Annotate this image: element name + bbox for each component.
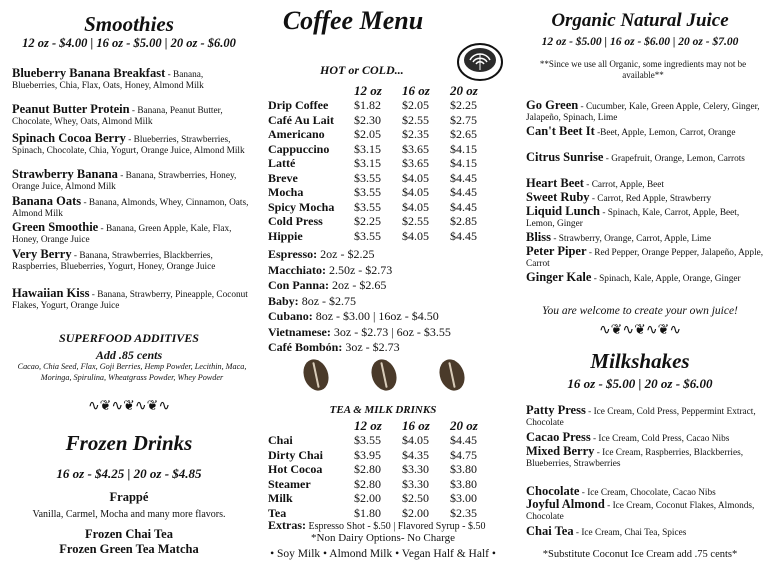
menu-item-name: Very Berry	[12, 247, 72, 261]
price-row	[268, 229, 498, 244]
price-row	[268, 200, 498, 215]
drink-name: Americano	[268, 127, 325, 141]
nondairy-milks: • Soy Milk • Almond Milk • Vegan Half & Half •	[270, 548, 496, 560]
menu-item-name: Mixed Berry	[526, 444, 595, 458]
drink-price: $4.05	[402, 228, 429, 243]
menu-item-desc: - Banana, Strawberries, Blackberries, Raspberries, Blueberries, Yogurt, Honey, Orange Juice	[12, 251, 216, 272]
price-row	[268, 214, 498, 229]
drink-price: $3.30	[402, 476, 429, 491]
drink-price: $2.50	[402, 491, 429, 505]
drink-price: $2.35	[450, 505, 477, 520]
menu-item-name: Peanut Butter Protein	[12, 102, 130, 116]
drink-price: $2.05	[402, 98, 429, 112]
drink-price: $2.00	[402, 505, 429, 520]
drink-name: Café Au Lait	[268, 112, 334, 127]
drink-name: Hippie	[268, 228, 303, 243]
espresso-drink-price: 2oz - $2.65	[329, 278, 387, 292]
tea-extras-label: Extras:	[268, 518, 306, 532]
menu-item-desc: - Cucumber, Kale, Green Apple, Celery, Ginger, Jalapeño, Spinach, Lime	[526, 102, 760, 123]
drink-price: $4.45	[450, 228, 477, 243]
menu-item-desc: - Ice Cream, Coconut Flakes, Almonds, Chocolate	[526, 501, 755, 522]
drink-price: $2.25	[354, 214, 381, 228]
menu-item	[12, 104, 250, 128]
menu-item-desc: - Spinach, Kale, Apple, Orange, Ginger	[591, 274, 741, 284]
espresso-drink-price: 3oz - $2.73	[342, 340, 400, 354]
menu-item-name: Bliss	[526, 230, 552, 244]
drink-price: $4.45	[450, 170, 477, 185]
espresso-drink	[268, 247, 451, 263]
coffee-column	[260, 0, 506, 578]
espresso-drink-name: Vietnamese:	[268, 324, 331, 339]
menu-item	[526, 152, 764, 165]
menu-item-name: Ginger Kale	[526, 270, 592, 284]
menu-item	[12, 133, 250, 157]
coffee-bean-icon	[367, 356, 400, 394]
menu-item-name: Peter Piper	[526, 244, 587, 258]
ornament-divider: ∿❦∿❦∿❦∿	[598, 322, 682, 338]
hot-or-cold: HOT or COLD...	[320, 63, 404, 77]
frozen-matcha: Frozen Green Tea Matcha	[59, 542, 199, 556]
coffee-bean-icon	[435, 356, 468, 394]
drink-price: $3.15	[354, 156, 381, 170]
frappe-flavors: Vanilla, Carmel, Mocha and many more flavors.	[32, 509, 226, 520]
juice-column	[512, 0, 768, 578]
drink-price: $3.80	[450, 476, 477, 491]
juice-title: Organic Natural Juice	[551, 10, 729, 31]
drink-price: $2.00	[354, 491, 381, 505]
drink-price: $3.55	[354, 170, 381, 185]
size-header: 20 oz	[450, 418, 478, 433]
menu-item-desc: - Ice Cream, Raspberries, Blackberries, Blueberries, Strawberries	[526, 448, 744, 469]
menu-item-name: Spinach Cocoa Berry	[12, 131, 126, 145]
drink-price: $2.25	[450, 98, 477, 112]
drink-name: Tea	[268, 505, 287, 520]
tea-extras	[268, 518, 486, 533]
menu-item-name: Can't Beet It	[526, 124, 595, 138]
espresso-drink-price: 2.50z - $2.73	[325, 262, 393, 277]
espresso-drink-name: Espresso:	[268, 247, 318, 261]
drink-price: $3.65	[402, 156, 429, 170]
juice-note: **Since we use all Organic, some ingredients may not be available**	[539, 59, 747, 80]
coconut-substitute-note: *Substitute Coconut Ice Cream add .75 cents*	[542, 549, 738, 560]
espresso-drink	[268, 309, 451, 325]
tea-extras-text: Espresso Shot - $.50 | Flavored Syrup - $.50	[306, 521, 486, 532]
drink-price: $2.75	[450, 112, 477, 127]
drink-name: Chai	[268, 433, 293, 447]
drink-price: $3.80	[450, 462, 477, 476]
menu-item-desc: - Ice Cream, Chocolate, Cacao Nibs	[579, 488, 716, 498]
menu-item	[12, 222, 250, 246]
menu-item-name: Chocolate	[526, 484, 580, 498]
drink-price: $2.05	[354, 127, 381, 141]
drink-price: $3.55	[354, 433, 381, 447]
size-header: 20 oz	[450, 83, 478, 98]
menu-item-name: Green Smoothie	[12, 220, 99, 234]
drink-price: $1.80	[354, 505, 381, 520]
espresso-drink	[268, 263, 451, 279]
drink-price: $4.35	[402, 447, 429, 462]
menu-item	[12, 169, 250, 193]
price-row	[268, 433, 498, 448]
price-row	[268, 477, 498, 492]
menu-item	[12, 288, 250, 312]
drink-name: Breve	[268, 170, 298, 185]
menu-item-desc: - Blueberries, Strawberries, Spinach, Chocolate, Chia, Yogurt, Orange Juice, Almond Milk	[12, 135, 245, 156]
smoothies-column	[0, 0, 258, 578]
menu-item-desc: - Banana, Strawberries, Honey, Orange Juice, Almond Milk	[12, 171, 237, 192]
drink-price: $3.15	[354, 141, 381, 156]
size-header: 12 oz	[354, 83, 382, 98]
price-row	[268, 156, 498, 171]
drink-name: Mocha	[268, 185, 304, 199]
drink-price: $4.05	[402, 170, 429, 185]
drink-price: $2.80	[354, 476, 381, 491]
espresso-drink-price: 2oz - $2.25	[317, 247, 375, 261]
drink-price: $4.15	[450, 141, 477, 156]
drink-price: $1.82	[354, 98, 381, 112]
menu-item-desc: - Ice Cream, Cold Press, Peppermint Extract, Chocolate	[526, 407, 756, 428]
drink-price: $3.55	[354, 185, 381, 199]
menu-item-desc: - Carrot, Apple, Beet	[583, 180, 664, 190]
espresso-drink-price: 3oz - $2.73 | 6oz - $3.55	[330, 324, 451, 339]
menu-item-desc: - Banana, Strawberry, Pineapple, Coconut Flakes, Yogurt, Orange Juice	[12, 290, 248, 311]
espresso-drink	[268, 278, 451, 294]
menu-item-name: Hawaiian Kiss	[12, 286, 90, 300]
ornament-divider: ∿❦∿❦∿❦∿	[87, 398, 171, 414]
drink-price: $2.55	[402, 214, 429, 228]
drink-name: Latté	[268, 156, 296, 170]
size-header: 16 oz	[402, 83, 430, 98]
drink-price: $3.00	[450, 491, 477, 505]
menu-item-desc: - Banana, Blueberries, Chia, Flax, Oats, Honey, Almond Milk	[12, 70, 204, 91]
price-row	[268, 448, 498, 463]
menu-item-desc: - Strawberry, Orange, Carrot, Apple, Lime	[551, 234, 711, 244]
menu-item-desc: - Grapefruit, Orange, Lemon, Carrots	[603, 154, 745, 164]
drink-name: Dirty Chai	[268, 447, 323, 462]
drink-price: $3.30	[402, 462, 429, 476]
espresso-drink	[268, 340, 451, 356]
drink-price: $4.15	[450, 156, 477, 170]
tea-price-table	[268, 419, 498, 520]
size-header-spacer	[268, 419, 354, 433]
espresso-extras	[268, 247, 451, 356]
menu-item-desc: - Ice Cream, Chai Tea, Spices	[573, 528, 687, 538]
drink-price: $4.05	[402, 185, 429, 199]
drink-name: Milk	[268, 491, 293, 505]
price-row	[268, 171, 498, 186]
menu-item-name: Blueberry Banana Breakfast	[12, 66, 166, 80]
menu-item	[12, 196, 250, 220]
price-row	[268, 98, 498, 113]
coffee-title: Coffee Menu	[282, 6, 424, 35]
menu-item	[526, 499, 764, 523]
milkshakes-title: Milkshakes	[590, 349, 690, 373]
drink-price: $3.55	[354, 199, 381, 214]
espresso-drink-name: Baby:	[268, 293, 299, 308]
menu-item	[526, 526, 764, 539]
menu-item	[526, 206, 764, 230]
create-own-juice: You are welcome to create your own juice!	[542, 305, 738, 317]
menu-item-name: Banana Oats	[12, 194, 82, 208]
espresso-drink	[268, 294, 451, 310]
superfood-list: Cacao, Chia Seed, Flax, Goji Berries, Hemp Powder, Lecithin, Maca, Moringa, Spirulina, Wheatgrass Powder, Whey Powder	[17, 362, 247, 382]
menu-item	[526, 126, 764, 139]
price-row	[268, 462, 498, 477]
drink-price: $2.55	[402, 112, 429, 127]
drink-price: $2.65	[450, 127, 477, 141]
coffee-bean-icon	[299, 356, 332, 394]
menu-item	[12, 68, 250, 92]
menu-item-name: Sweet Ruby	[526, 190, 590, 204]
nondairy-note: *Non Dairy Options- No Charge	[311, 532, 455, 544]
drink-price: $4.05	[402, 199, 429, 214]
price-row	[268, 142, 498, 157]
drink-name: Cappuccino	[268, 141, 330, 156]
drink-price: $2.80	[354, 462, 381, 476]
frappe-label: Frappé	[109, 490, 149, 504]
drink-price: $4.45	[450, 199, 477, 214]
espresso-drink-name: Con Panna:	[268, 278, 330, 292]
drink-price: $4.05	[402, 433, 429, 447]
menu-item-desc: - Banana, Peanut Butter, Chocolate, Whey, Oats, Almond Milk	[12, 106, 223, 127]
frozen-prices: 16 oz - $4.25 | 20 oz - $4.85	[56, 466, 202, 481]
menu-item-name: Chai Tea	[526, 524, 574, 538]
menu-item-desc: - Banana, Almonds, Whey, Cinnamon, Oats, Almond Milk	[12, 198, 249, 219]
frozen-chai: Frozen Chai Tea	[85, 527, 173, 541]
drink-price: $2.35	[402, 127, 429, 141]
drink-price: $3.55	[354, 228, 381, 243]
drink-price: $4.45	[450, 433, 477, 447]
menu-item-desc: - Spinach, Kale, Carrot, Apple, Beet, Lemon, Ginger	[526, 208, 740, 229]
espresso-drink-name: Macchiato:	[268, 262, 326, 277]
tea-title: TEA & MILK DRINKS	[329, 404, 437, 416]
price-row	[268, 113, 498, 128]
drink-price: $4.75	[450, 447, 477, 462]
drink-price: $2.30	[354, 112, 381, 127]
menu-item-name: Go Green	[526, 98, 579, 112]
latte-art-cup-icon	[456, 38, 504, 82]
espresso-drink-price: 8oz - $2.75	[298, 293, 357, 308]
menu-item-desc: - Red Pepper, Orange Pepper, Jalapeño, Apple, Carrot	[526, 248, 764, 269]
menu-item-name: Heart Beet	[526, 176, 584, 190]
frozen-title: Frozen Drinks	[65, 431, 193, 455]
milkshakes-prices: 16 oz - $5.00 | 20 oz - $6.00	[567, 376, 713, 391]
drink-name: Drip Coffee	[268, 98, 329, 112]
drink-name: Cold Press	[268, 214, 323, 228]
drink-name: Spicy Mocha	[268, 199, 335, 214]
superfood-title: SUPERFOOD ADDITIVES	[59, 331, 199, 345]
menu-item	[12, 249, 250, 273]
drink-name: Hot Cocoa	[268, 462, 323, 476]
juice-prices: 12 oz - $5.00 | 16 oz - $6.00 | 20 oz - $7.00	[541, 36, 739, 48]
menu-item	[526, 446, 764, 470]
drink-name: Steamer	[268, 476, 311, 491]
espresso-drink	[268, 325, 451, 341]
drink-price: $4.45	[450, 185, 477, 199]
menu-item-desc: - Banana, Green Apple, Kale, Flax, Honey, Orange Juice	[12, 224, 232, 245]
espresso-drink-name: Café Bombón:	[268, 340, 343, 354]
menu-item-desc: - Carrot, Red Apple, Strawberry	[589, 194, 712, 204]
menu-item	[526, 405, 764, 429]
smoothies-title: Smoothies	[84, 12, 174, 36]
drink-price: $3.65	[402, 141, 429, 156]
coffee-price-table	[268, 84, 498, 243]
price-row	[268, 491, 498, 506]
drink-price: $2.85	[450, 214, 477, 228]
drink-price: $3.95	[354, 447, 381, 462]
menu-item	[526, 100, 764, 124]
smoothies-prices: 12 oz - $4.00 | 16 oz - $5.00 | 20 oz - $6.00	[22, 36, 236, 50]
size-header: 12 oz	[354, 418, 382, 433]
menu-item	[526, 246, 764, 270]
price-row	[268, 185, 498, 200]
espresso-drink-price: 8oz - $3.00 | 16oz - $4.50	[312, 309, 439, 323]
menu-item	[526, 272, 764, 285]
menu-item-desc: -Beet, Apple, Lemon, Carrot, Orange	[594, 128, 736, 138]
menu-item-name: Liquid Lunch	[526, 204, 601, 218]
espresso-drink-name: Cubano:	[268, 309, 313, 323]
menu-item-desc: - Ice Cream, Cold Press, Cacao Nibs	[590, 434, 730, 444]
menu-item-name: Citrus Sunrise	[526, 150, 604, 164]
menu-item-name: Strawberry Banana	[12, 167, 118, 181]
superfood-price: Add .85 cents	[95, 348, 163, 362]
size-header-spacer	[268, 84, 354, 98]
size-header: 16 oz	[402, 418, 430, 433]
menu-item-name: Cacao Press	[526, 430, 591, 444]
menu-item-name: Joyful Almond	[526, 497, 605, 511]
price-row	[268, 127, 498, 142]
menu-item-name: Patty Press	[526, 403, 586, 417]
